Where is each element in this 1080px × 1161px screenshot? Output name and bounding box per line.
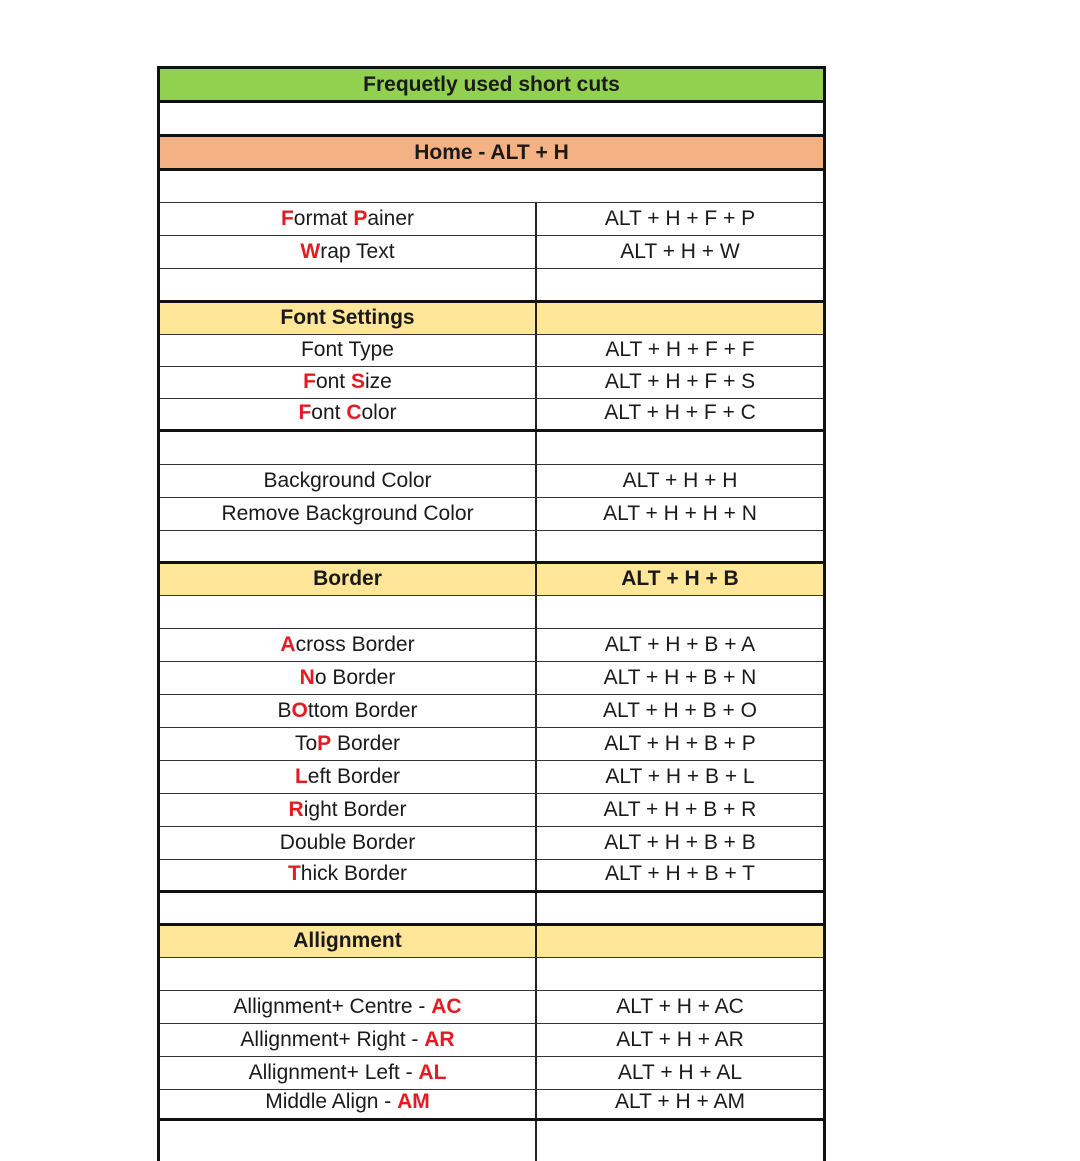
shortcut-row	[160, 629, 823, 662]
shortcut-keys: ALT + H + AR	[616, 1028, 744, 1051]
shortcut-label	[301, 339, 394, 366]
shortcut-keys: ALT + H + AM	[615, 1090, 745, 1113]
shortcut-label	[300, 667, 396, 694]
section-border: Border	[313, 567, 382, 590]
label-text: rap Text	[320, 240, 395, 263]
shortcut-row	[160, 794, 823, 827]
label-text: Allignment+ Centre -	[233, 995, 432, 1018]
shortcut-label	[289, 799, 407, 826]
shortcut-label	[265, 1091, 430, 1118]
label-text: ont	[311, 401, 347, 424]
shortcut-label	[288, 863, 407, 890]
blank-row	[160, 171, 823, 203]
hotkey-letter: W	[300, 240, 321, 263]
shortcut-label	[277, 700, 417, 727]
shortcut-keys: ALT + H + B + A	[604, 633, 756, 656]
shortcut-keys: ALT + H + B + L	[605, 765, 755, 788]
shortcut-keys: ALT + H + F + C	[604, 401, 756, 424]
shortcut-row	[160, 860, 823, 893]
shortcut-label	[240, 1029, 454, 1056]
shortcut-row	[160, 1057, 823, 1090]
hotkey-letter: C	[346, 401, 362, 424]
blank-row	[160, 596, 823, 629]
shortcut-keys: ALT + H + F + F	[605, 338, 755, 361]
label-text: Double Border	[279, 831, 416, 854]
shortcut-row	[160, 465, 823, 498]
shortcut-label	[303, 371, 392, 398]
section-header-row	[160, 303, 823, 335]
shortcut-row	[160, 203, 823, 236]
blank-row	[160, 1121, 823, 1161]
shortcut-label	[233, 996, 461, 1023]
title-row	[160, 66, 823, 103]
blank-row	[160, 958, 823, 991]
shortcut-row	[160, 695, 823, 728]
label-text: Allignment+ Left -	[248, 1061, 419, 1084]
shortcut-row	[160, 236, 823, 269]
shortcut-row	[160, 399, 823, 432]
label-text: ight Border	[303, 798, 407, 821]
shortcut-row	[160, 1090, 823, 1121]
label-text: ormat	[293, 207, 354, 230]
shortcut-keys: ALT + H + F + P	[604, 207, 756, 230]
shortcut-keys: ALT + H + B + B	[604, 831, 756, 854]
label-text: cross Border	[295, 633, 415, 656]
hotkey-letter: AM	[397, 1090, 430, 1113]
shortcut-keys: ALT + H + H + N	[603, 502, 757, 525]
shortcut-sheet	[157, 66, 826, 1161]
section-font-settings: Font Settings	[280, 306, 415, 329]
label-text: hick Border	[300, 862, 408, 885]
label-text: Middle Align -	[265, 1090, 398, 1113]
shortcut-label	[298, 402, 396, 429]
hotkey-letter: N	[299, 666, 315, 689]
shortcut-label	[300, 241, 394, 268]
label-text: ttom Border	[307, 699, 418, 722]
shortcut-row	[160, 335, 823, 367]
label-text: Background Color	[263, 469, 432, 492]
blank-row	[160, 269, 823, 303]
label-text: Allignment+ Right -	[240, 1028, 425, 1051]
shortcut-label	[280, 634, 414, 661]
hotkey-letter: P	[317, 732, 332, 755]
hotkey-letter: R	[288, 798, 304, 821]
shortcut-row	[160, 1024, 823, 1057]
shortcut-row	[160, 662, 823, 695]
label-text: Remove Background Color	[221, 502, 474, 525]
shortcut-label	[295, 733, 400, 760]
sheet-title: Frequetly used short cuts	[363, 73, 620, 96]
shortcut-keys: ALT + H + B + O	[603, 699, 757, 722]
shortcut-row	[160, 761, 823, 794]
shortcut-keys: ALT + H + B + T	[605, 862, 755, 885]
hotkey-letter: S	[350, 370, 365, 393]
section-header-row	[160, 926, 823, 958]
blank-row	[160, 432, 823, 465]
label-text: To	[294, 732, 318, 755]
hotkey-letter: L	[294, 765, 308, 788]
label-text: Font Type	[300, 338, 394, 361]
label-text: ainer	[367, 207, 415, 230]
shortcut-row	[160, 498, 823, 531]
home-header: Home - ALT + H	[414, 141, 569, 164]
shortcut-keys: ALT + H + B + N	[603, 666, 757, 689]
blank-row	[160, 893, 823, 926]
shortcut-keys: ALT + H + F + S	[604, 370, 756, 393]
shortcut-keys: ALT + H + B + R	[603, 798, 757, 821]
shortcut-label	[249, 1062, 447, 1089]
shortcut-label	[263, 470, 431, 497]
label-text: olor	[361, 401, 397, 424]
label-text: o Border	[314, 666, 396, 689]
label-text: eft Border	[307, 765, 401, 788]
hotkey-letter: O	[291, 699, 308, 722]
shortcut-row	[160, 827, 823, 860]
blank-row	[160, 103, 823, 137]
section-border-keys: ALT + H + B	[621, 567, 739, 590]
shortcut-label	[280, 832, 415, 859]
home-header-row	[160, 137, 823, 171]
label-text: ont	[315, 370, 351, 393]
shortcut-label	[281, 208, 414, 235]
shortcut-row	[160, 367, 823, 399]
label-text: ize	[365, 370, 392, 393]
shortcut-row	[160, 991, 823, 1024]
shortcut-label	[221, 503, 473, 530]
section-header-row	[160, 564, 823, 596]
hotkey-letter: F	[298, 401, 312, 424]
hotkey-letter: AL	[418, 1061, 447, 1084]
hotkey-letter: A	[280, 633, 296, 656]
shortcut-keys: ALT + H + AL	[617, 1061, 743, 1084]
section-allignment: Allignment	[293, 929, 402, 952]
shortcut-label	[295, 766, 400, 793]
hotkey-letter: P	[353, 207, 368, 230]
label-text: Border	[331, 732, 401, 755]
hotkey-letter: AC	[431, 995, 462, 1018]
shortcut-keys: ALT + H + AC	[616, 995, 744, 1018]
hotkey-letter: AR	[424, 1028, 455, 1051]
shortcut-row	[160, 728, 823, 761]
hotkey-letter: T	[287, 862, 301, 885]
blank-row	[160, 531, 823, 564]
hotkey-letter: F	[280, 207, 294, 230]
label-text: B	[277, 699, 292, 722]
hotkey-letter: F	[303, 370, 316, 393]
shortcut-keys: ALT + H + W	[620, 240, 740, 263]
shortcut-keys: ALT + H + H	[622, 469, 738, 492]
shortcut-keys: ALT + H + B + P	[604, 732, 756, 755]
